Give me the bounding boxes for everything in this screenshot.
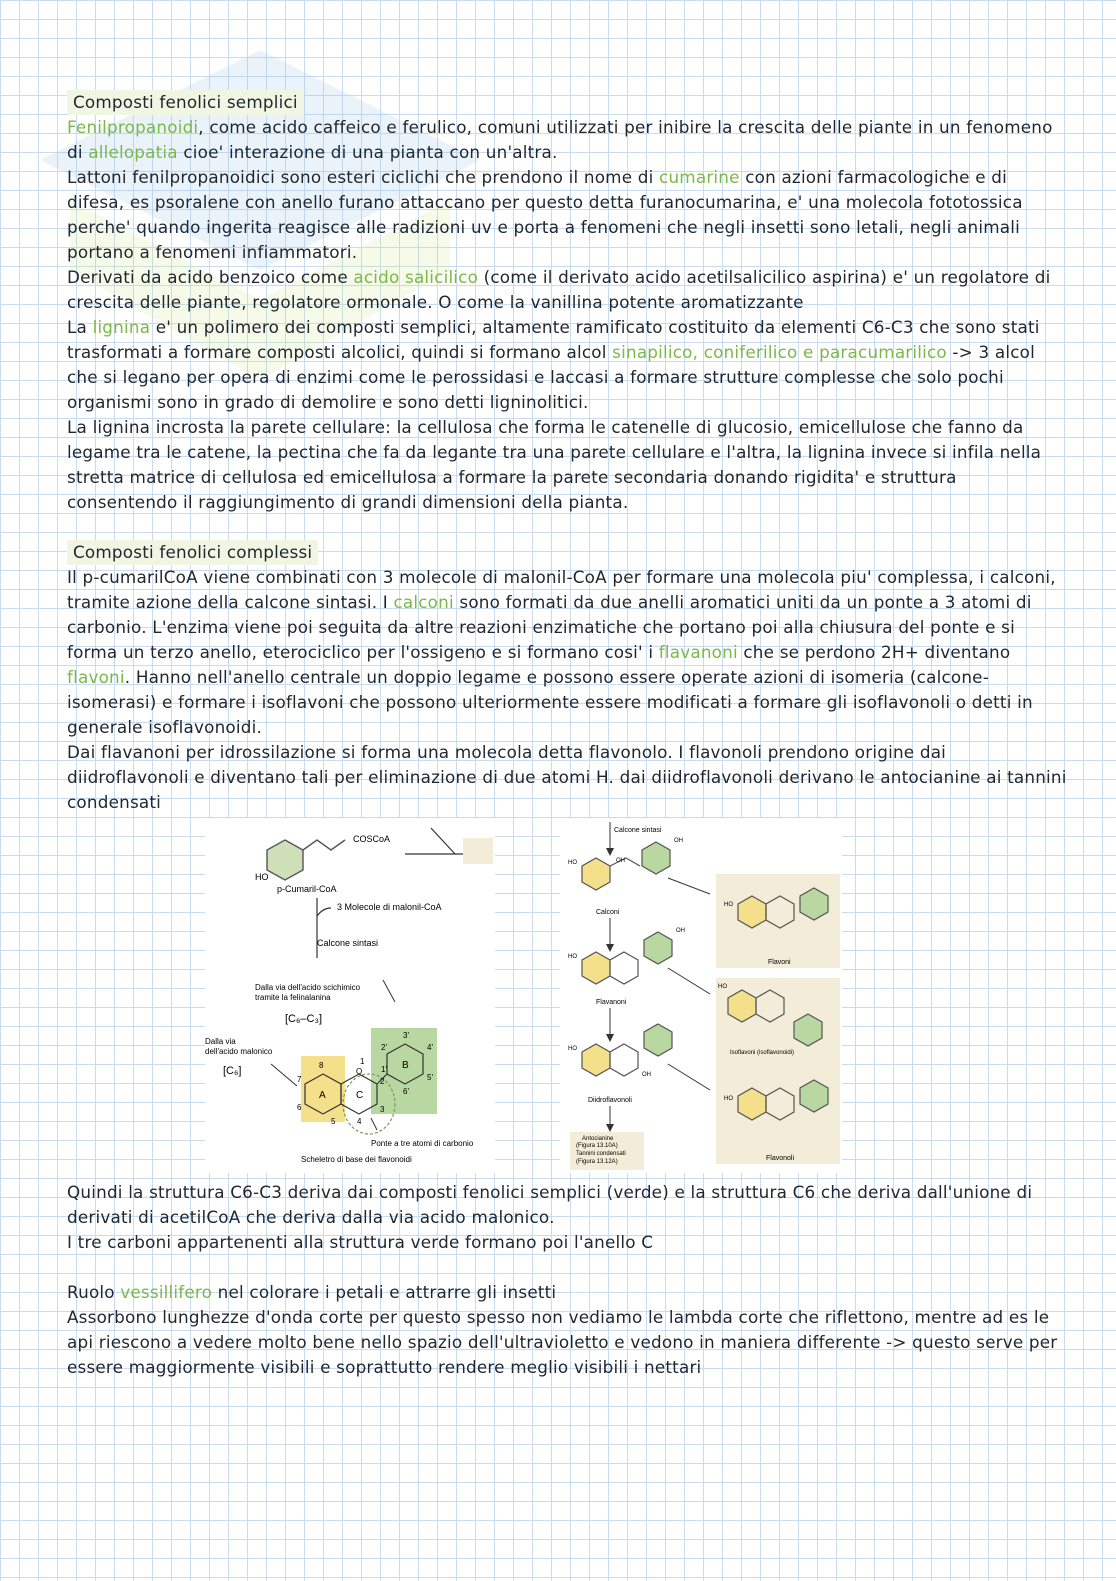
label-flavonoli: Flavonoli [766, 1155, 795, 1162]
label-c6c3: [C₆–C₃] [285, 1013, 323, 1025]
paragraph [67, 115, 1067, 165]
highlight-term: sinapilico, coniferilico e paracumarilico [612, 342, 947, 362]
paragraph: Dai flavanoni per idrossilazione si forma una molecola detta flavonolo. I flavonoli prendono origine dai diidroflavonoli e diventano tali per eliminazione di due atomi H. dai diidroflavonoli derivano le antocianine ai tannini condensati [67, 742, 1067, 812]
label-dalla-via: Dalla via [205, 1037, 236, 1046]
highlight-term: acido salicilico [353, 267, 479, 287]
label-ponte: Ponte a tre atomi di carbonio [371, 1139, 474, 1148]
atom-number: 3' [403, 1031, 409, 1040]
label-tramite: tramite la felinalanina [255, 993, 331, 1002]
label-diidroflavonoli: Diidroflavonoli [588, 1097, 632, 1104]
text: Derivati da acido benzoico come [67, 267, 354, 287]
label-o: O [356, 1067, 363, 1076]
text: e' un polimero dei composti semplici, altamente ramificato costituito da elementi C6-C3 che sono stati trasformati a formare composti alcolici, quindi si formano alcol [67, 317, 1040, 362]
atom-number: 1 [360, 1057, 365, 1066]
label-malonil: 3 Molecole di malonil-CoA [337, 902, 442, 912]
section-complex-phenolics [67, 540, 1067, 815]
section-simple-phenolics [67, 90, 1067, 515]
label-scheletro: Scheletro di base dei flavonoidi [301, 1155, 412, 1164]
text: -> 3 alcol che si legano per opera di enzimi come le perossidasi e laccasi a formare strutture complesse che solo pochi organismi sono in grado di demolire e sono detti ligninolitici. [67, 342, 1035, 412]
highlight-term: allelopatia [88, 142, 178, 162]
label-ring-a: A [319, 1090, 326, 1101]
atom-number: 8 [319, 1061, 324, 1070]
text: Il p-cumarilCoA viene combinati con 3 molecole di malonil-CoA per formare una molecola piu' complessa, i calconi, tramite azione della calcone sintasi. I [67, 567, 1056, 612]
highlight-term: lignina [92, 317, 151, 337]
label-antocianine: Antocianine [582, 1136, 614, 1142]
text: . Hanno nell'anello centrale un doppio legame e possono essere operate azioni di isomeria (calcone-isomerasi) e formare i isoflavoni che possono ulteriormente essere modificati a formare gli isoflavonoli o detti in generale isoflavonoidi. [67, 667, 1033, 737]
label: HO [568, 954, 577, 960]
atom-number: 2' [381, 1043, 387, 1052]
paragraph [67, 1280, 1067, 1305]
label-coscoa: COSCoA [353, 834, 391, 844]
text: , come acido caffeico e ferulico, comuni utilizzati per inibire la crescita delle piante in un fenomeno di [67, 117, 1053, 162]
paragraph [67, 315, 1067, 415]
label-pcumaril: p-Cumaril-CoA [277, 884, 337, 894]
section-heading: Composti fenolici complessi [67, 540, 318, 565]
text: (come il derivato acido acetilsalicilico aspirina) e' un regolatore di crescita delle piante, regolatore ormonale. O come la vanillina potente aromatizzante [67, 267, 1051, 312]
atom-number: 4' [427, 1043, 433, 1052]
highlight-term: vessillifero [120, 1282, 213, 1302]
label: (Figura 13.12A) [576, 1159, 618, 1165]
atom-number: 6 [297, 1103, 302, 1112]
label: HO [724, 1096, 733, 1102]
label-tannini: Tannini condensati [576, 1151, 626, 1157]
text: Ruolo [67, 1282, 121, 1302]
text: Lattoni fenilpropanoidici sono esteri ciclichi che prendono il nome di [67, 167, 660, 187]
paragraph: I tre carboni appartenenti alla struttura verde formano poi l'anello C [67, 1232, 654, 1252]
section-heading: Composti fenolici semplici [67, 90, 304, 115]
flavonoid-pathway-figure [560, 818, 842, 1173]
atom-number: 1' [381, 1065, 387, 1074]
atom-number: 3 [380, 1105, 385, 1114]
text: La [67, 317, 93, 337]
text: cioe' interazione di una pianta con un'altra. [177, 142, 558, 162]
flavonoid-skeleton-figure [205, 818, 495, 1173]
atom-number: 6' [403, 1087, 409, 1096]
label-calcone-sintasi: Calcone sintasi [614, 827, 662, 834]
label: HO [718, 984, 727, 990]
highlight-term: cumarine [659, 167, 740, 187]
paragraph [67, 565, 1067, 740]
atom-number: 4 [357, 1117, 362, 1126]
label-flavoni: Flavoni [768, 959, 791, 966]
text: che se perdono 2H+ diventano [737, 642, 1011, 662]
paragraph: La lignina incrosta la parete cellulare: la cellulosa che forma le catenelle di glucosio, emicellulose che fanno da legame tra le catene, la pectina che fa da legante tra una parete cellulare e l'altra, la lignina invece si infila nella stretta matrice di cellulosa ed emicellulosa a formare la parete secondaria donando rigidita' e struttura consentendo il raggiungimento di grandi dimensioni della pianta. [67, 417, 1042, 512]
highlight-term: flavanoni [658, 642, 738, 662]
section-summary [67, 1180, 1067, 1255]
atom-number: 5' [427, 1073, 433, 1082]
paragraph [67, 265, 1067, 315]
paragraph [67, 165, 1067, 265]
text: sono formati da due anelli aromatici uniti da un ponte a 3 atomi di carbonio. L'enzima viene poi seguita da altre reazioni enzimatiche che portano poi alla chiusura del ponte e si forma un terzo anello, eterociclico per l'ossigeno e si formano cosi' i [67, 592, 1032, 662]
paragraph: Assorbono lunghezze d'onda corte per questo spesso non vediamo le lambda corte che riflettono, mentre ad es le api riescono a vedere molto bene nello spazio dell'ultravioletto e vedono in maniera differente -> questo serve per essere maggiormente visibili e soprattutto rendere meglio visibili i nettari [67, 1307, 1058, 1377]
label: (Figura 13.10A) [576, 1143, 618, 1149]
label-flavanoni: Flavanoni [596, 999, 627, 1006]
label-c6: [C₆] [223, 1065, 242, 1077]
label: OH [616, 858, 625, 864]
label-ho: HO [255, 872, 269, 882]
label: HO [568, 1046, 577, 1052]
highlight-term: calconi [393, 592, 454, 612]
label-acido-malonico: dell'acido malonico [205, 1047, 273, 1056]
text: con azioni farmacologiche e di difesa, es psoralene con anello furano attaccano per questo detta furanocumarina, e' una molecola fototossica perche' quando ingerita reagisce alle radizioni uv e porta a fenomeni che negli insetti sono letali, negli animali portano a fenomeni infiammatori. [67, 167, 1023, 262]
label: HO [568, 860, 577, 866]
label-calconi: Calconi [596, 909, 620, 916]
label-calcone-sintasi: Calcone sintasi [317, 938, 379, 948]
highlight-term: flavoni [67, 667, 125, 687]
panel-flavoni [716, 874, 840, 968]
label-ring-c: C [356, 1090, 364, 1101]
atom-number: 7 [297, 1075, 302, 1084]
atom-number: 5 [331, 1117, 336, 1126]
label: OH [676, 928, 685, 934]
section-role [67, 1280, 1067, 1380]
paragraph: Quindi la struttura C6-C3 deriva dai composti fenolici semplici (verde) e la struttura C6 che deriva dall'unione di derivati di acetilCoA che deriva dalla via acido malonico. [67, 1182, 1033, 1227]
label: OH [674, 838, 683, 844]
text: nel colorare i petali e attrarre gli insetti [212, 1282, 557, 1302]
label: HO [724, 902, 733, 908]
label-via-scichimico: Dalla via dell'acido scichimico [255, 983, 361, 992]
label-ring-b: B [402, 1060, 409, 1071]
panel [463, 838, 493, 864]
highlight-term: Fenilpropanoidi [67, 117, 199, 137]
label-isoflavoni: Isoflavoni (isoflavonoidi) [730, 1050, 795, 1056]
label: OH [642, 1072, 651, 1078]
atom-number: 2 [380, 1077, 385, 1086]
